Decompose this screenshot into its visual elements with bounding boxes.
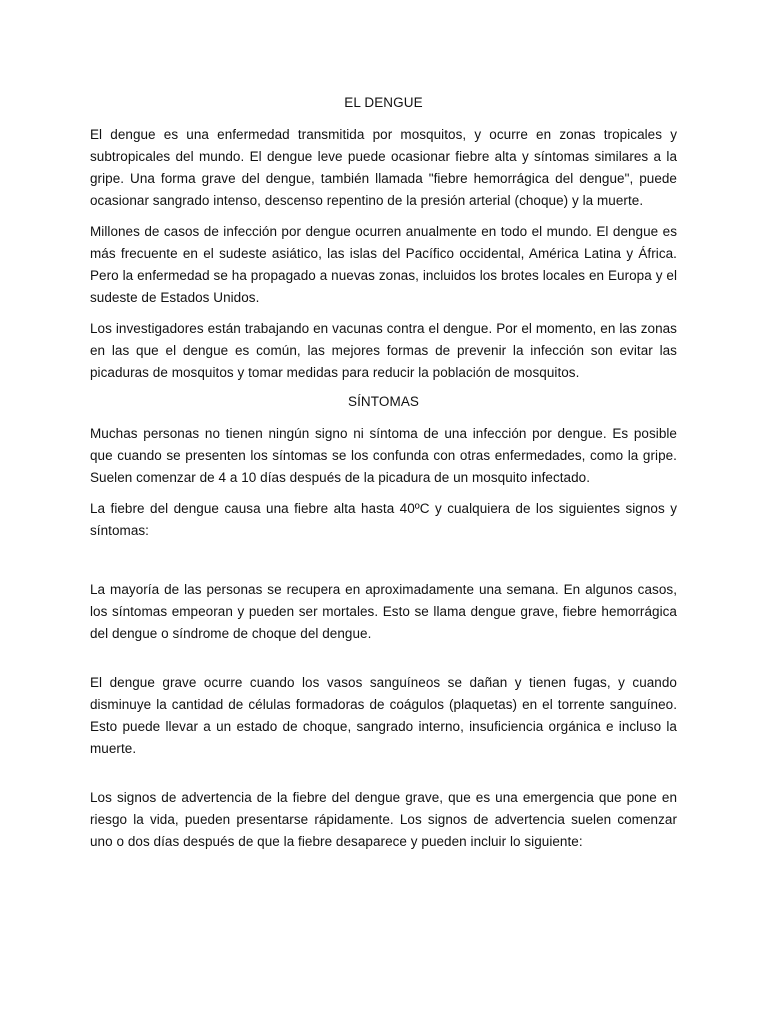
paragraph-intro-3: Los investigadores están trabajando en vacunas contra el dengue. Por el momento, en las zonas en las que el dengue es común, las mejores formas de prevenir la infección son evitar las picaduras de mosquitos y tomar medidas para reducir la población de mosquitos. [90,321,677,380]
paragraph-symptoms-3: La mayoría de las personas se recupera en aproximadamente una semana. En algunos casos, los síntomas empeoran y pueden ser mortales. Esto se llama dengue grave, fiebre hemorrágica del dengue o síndrome de choque del dengue. [90,582,677,641]
paragraph-symptoms-1: Muchas personas no tienen ningún signo ni síntoma de una infección por dengue. Es posible que cuando se presenten los síntomas se los confunda con otras enfermedades, como la gripe. Suelen comenzar de 4 a 10 días después de la picadura de un mosquito infectado. [90,426,677,485]
paragraph-symptoms-5: Los signos de advertencia de la fiebre del dengue grave, que es una emergencia que pone en riesgo la vida, pueden presentarse rápidamente. Los signos de advertencia suelen comenzar uno o dos días después de que la fiebre desaparece y pueden incluir lo siguiente: [90,790,677,849]
document-page [90,94,677,862]
blank-space [90,654,677,672]
paragraph-symptoms-2: La fiebre del dengue causa una fiebre alta hasta 40ºC y cualquiera de los siguientes signos y síntomas: [90,501,677,538]
document-title: EL DENGUE [344,95,423,110]
section-heading-symptoms: SÍNTOMAS [347,394,420,409]
paragraph-intro-1: El dengue es una enfermedad transmitida por mosquitos, y ocurre en zonas tropicales y subtropicales del mundo. El dengue leve puede ocasionar fiebre alta y síntomas similares a la gripe. Una forma grave del dengue, también llamada "fiebre hemorrágica del dengue", puede ocasionar sangrado intenso, descenso repentino de la presión arterial (choque) y la muerte. [90,127,677,208]
paragraph-intro-2: Millones de casos de infección por dengue ocurren anualmente en todo el mundo. El dengue es más frecuente en el sudeste asiático, las islas del Pacífico occidental, América Latina y África. Pero la enfermedad se ha propagado a nuevas zonas, incluidos los brotes locales en Europa y el sudeste de Estados Unidos. [90,224,677,305]
blank-space [90,769,677,787]
blank-space [90,551,677,579]
paragraph-symptoms-4: El dengue grave ocurre cuando los vasos sanguíneos se dañan y tienen fugas, y cuando disminuye la cantidad de células formadoras de coágulos (plaquetas) en el torrente sanguíneo. Esto puede llevar a un estado de choque, sangrado interno, insuficiencia orgánica e incluso la muerte. [90,675,677,756]
